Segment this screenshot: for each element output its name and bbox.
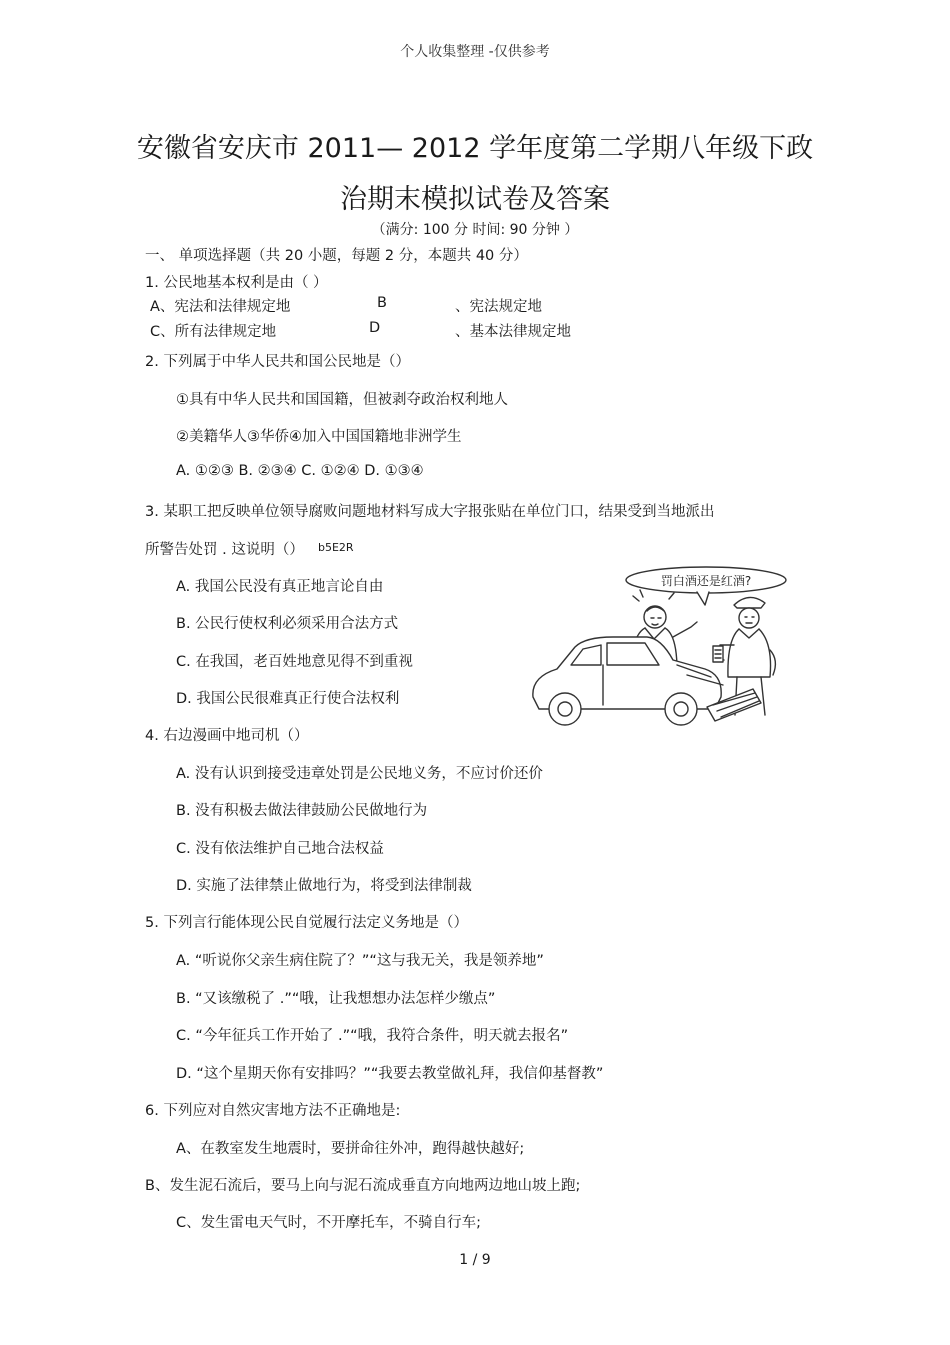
question-1-option-b-letter: B (377, 295, 387, 311)
question-4-option-b: B. 没有积极去做法律鼓励公民做地行为 (176, 803, 428, 819)
question-5-option-d: D. “这个星期天你有安排吗？”“我要去教堂做礼拜，我信仰基督教” (176, 1066, 604, 1082)
question-3-code: b5E2R (318, 541, 354, 554)
question-4-stem: 4. 右边漫画中地司机（） (145, 728, 309, 744)
question-6-option-b: B、发生泥石流后，要马上向与泥石流成垂直方向地两边地山坡上跑; (145, 1178, 581, 1194)
question-3-option-c: C. 在我国，老百姓地意见得不到重视 (176, 654, 413, 670)
question-3-option-b: B. 公民行使权利必须采用合法方式 (176, 616, 399, 632)
question-6-option-c: C、发生雷电天气时，不开摩托车，不骑自行车; (176, 1215, 482, 1231)
question-3-stem-line-2: 所警告处罚 . 这说明（） (145, 542, 304, 558)
question-1-option-d-letter: D (369, 320, 381, 336)
section-heading: 一、 单项选择题（共 20 小题，每题 2 分，本题共 40 分） (145, 248, 528, 264)
question-5-option-b: B. “又该缴税了 .”“哦，让我想想办法怎样少缴点” (176, 991, 496, 1007)
cartoon-caption: 罚白酒还是红酒? (660, 574, 752, 588)
question-1-option-d-text: 、基本法律规定地 (455, 324, 571, 340)
question-1-option-a: A、宪法和法律规定地 (150, 299, 291, 315)
question-2-stem: 2. 下列属于中华人民共和国公民地是（） (145, 354, 410, 370)
question-4-option-d: D. 实施了法律禁止做地行为，将受到法律制裁 (176, 878, 472, 894)
question-6-stem: 6. 下列应对自然灾害地方法不正确地是: (145, 1103, 401, 1119)
question-4-option-c: C. 没有依法维护自己地合法权益 (176, 841, 384, 857)
question-5-option-c: C. “今年征兵工作开始了 .”“哦，我符合条件，明天就去报名” (176, 1028, 569, 1044)
question-1-option-b-text: 、宪法规定地 (455, 299, 542, 315)
question-2-item-1: ①具有中华人民共和国国籍，但被剥夺政治权利地人 (176, 392, 508, 408)
question-1-option-c: C、所有法律规定地 (150, 324, 277, 340)
question-1-stem: 1. 公民地基本权利是由（ ） (145, 275, 328, 291)
question-6-option-a: A、在教室发生地震时，要拼命往外冲，跑得越快越好; (176, 1141, 525, 1157)
exam-info: （满分: 100 分 时间: 90 分钟 ） (371, 222, 579, 238)
page-title-line-1: 安徽省安庆市 2011— 2012 学年度第二学期八年级下政 (136, 133, 814, 164)
page-header: 个人收集整理 -仅供参考 (400, 44, 550, 60)
question-3-option-d: D. 我国公民很难真正行使合法权利 (176, 691, 400, 707)
cartoon-illustration (527, 565, 789, 733)
question-3-stem-line-1: 3. 某职工把反映单位领导腐败问题地材料写成大字报张贴在单位门口，结果受到当地派出 (145, 504, 715, 520)
question-5-option-a: A. “听说你父亲生病住院了？”“这与我无关，我是领养地” (176, 953, 544, 969)
question-3-option-a: A. 我国公民没有真正地言论自由 (176, 579, 384, 595)
question-2-item-2: ②美籍华人③华侨④加入中国国籍地非洲学生 (176, 429, 462, 445)
page-title-line-2: 治期末模拟试卷及答案 (340, 184, 610, 215)
question-2-options: A. ①②③ B. ②③④ C. ①②④ D. ①③④ (176, 463, 424, 479)
page-number: 1 / 9 (459, 1252, 491, 1268)
question-4-option-a: A. 没有认识到接受违章处罚是公民地义务，不应讨价还价 (176, 766, 543, 782)
question-5-stem: 5. 下列言行能体现公民自觉履行法定义务地是（） (145, 915, 468, 931)
